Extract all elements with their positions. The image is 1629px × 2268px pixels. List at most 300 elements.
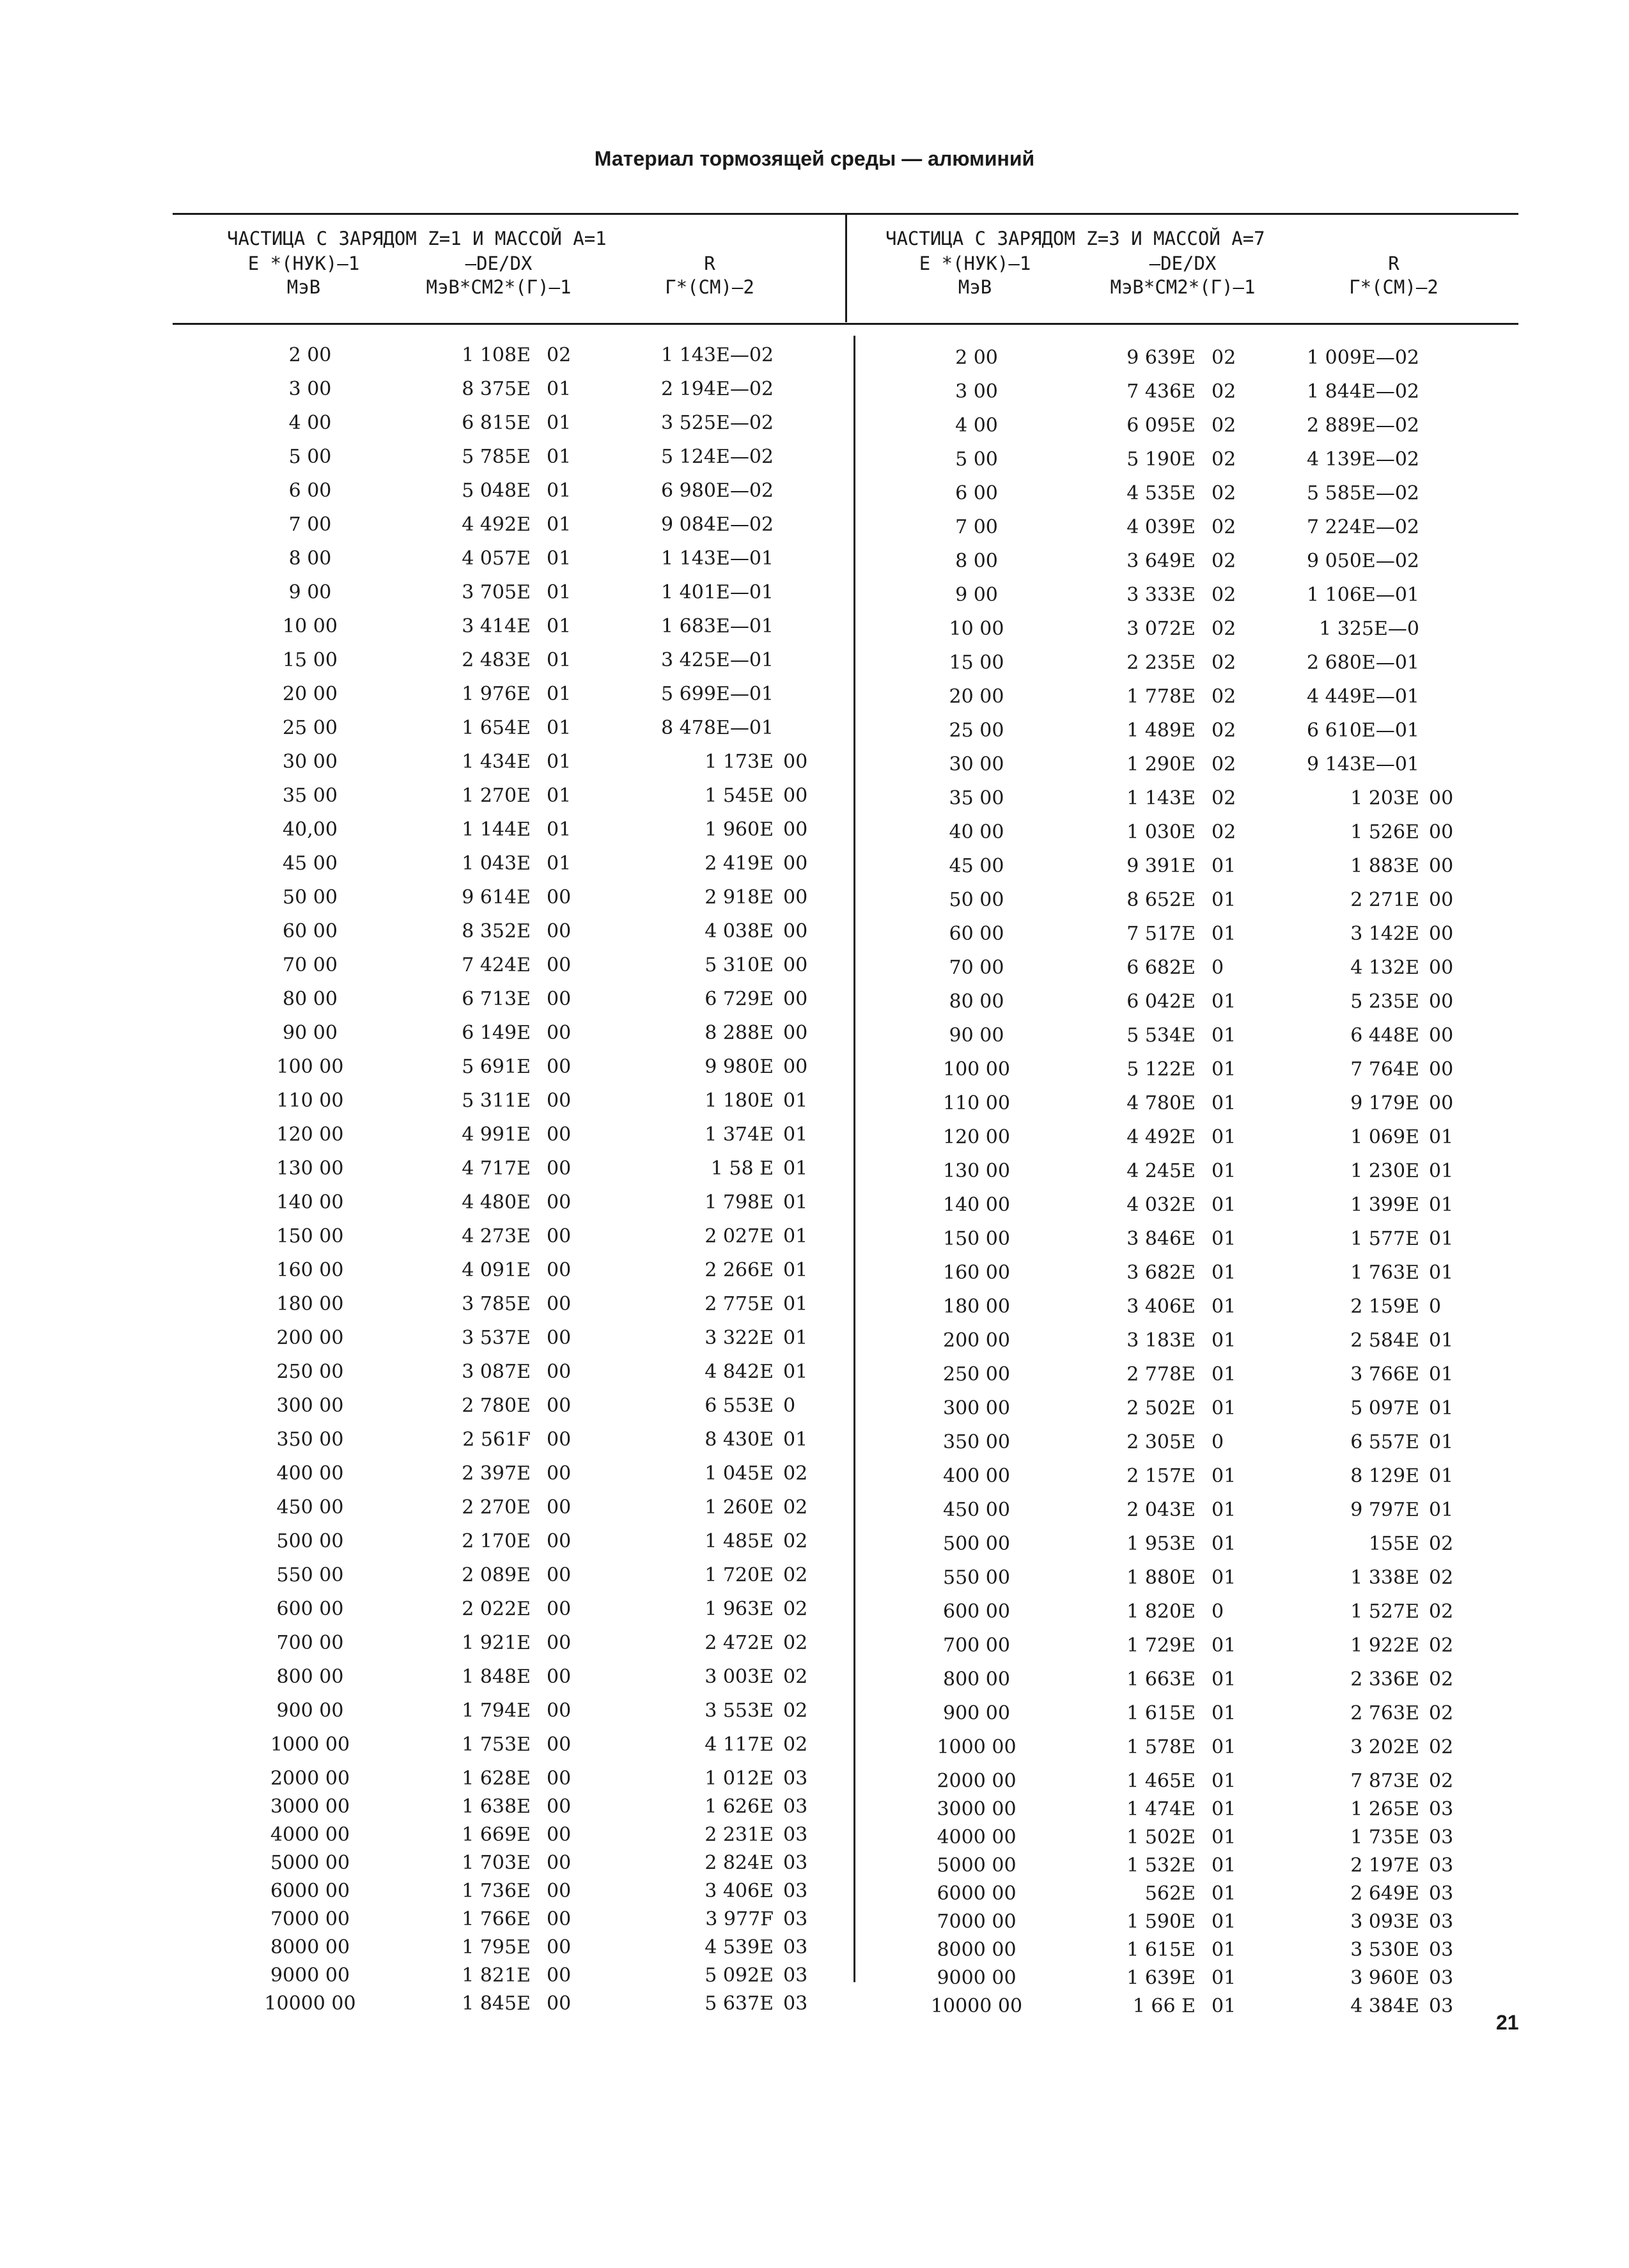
stopping-mantissa-cell: 6 713E — [462, 988, 531, 1010]
energy-cell: 3000 00 — [937, 1798, 1017, 1820]
energy-cell: 7000 00 — [937, 1911, 1017, 1933]
range-exponent-cell: 01 — [783, 1225, 808, 1247]
stopping-mantissa-cell: 1 628E — [462, 1767, 531, 1790]
range-mantissa-cell: 3 977F — [705, 1908, 774, 1930]
energy-cell: 90 00 — [283, 1022, 338, 1044]
stopping-mantissa-cell: 4 717E — [462, 1157, 531, 1180]
table-row — [0, 1533, 1629, 1561]
energy-cell: 6000 00 — [270, 1880, 350, 1902]
stopping-mantissa-cell: 2 022E — [462, 1598, 531, 1620]
stopping-mantissa-cell: 2 780E — [462, 1395, 531, 1417]
stopping-exponent-cell: 01 — [1212, 990, 1236, 1013]
energy-cell: 500 00 — [943, 1533, 1010, 1555]
right-header-particle: ЧАСТИЦА С ЗАРЯДОМ Z=3 И МАССОЙ A=7 — [885, 228, 1265, 249]
stopping-mantissa-cell: 1 434E — [462, 751, 531, 773]
range-exponent-cell: 01 — [1429, 1194, 1454, 1216]
range-mantissa-cell: 3 202E — [1350, 1736, 1419, 1758]
right-header-stopping: —DE/DX — [1149, 253, 1217, 274]
energy-cell: 100 00 — [943, 1058, 1010, 1081]
stopping-exponent-cell: 02 — [1212, 380, 1236, 403]
range-mantissa-cell: 1 58 E — [710, 1157, 774, 1180]
energy-cell: 110 00 — [943, 1092, 1010, 1114]
range-exponent-cell: 00 — [783, 988, 808, 1010]
range-mantissa-cell: 1 844E—02 — [1307, 380, 1419, 403]
range-mantissa-cell: 1 763E — [1350, 1262, 1419, 1284]
energy-cell: 110 00 — [276, 1090, 344, 1112]
stopping-exponent-cell: 01 — [547, 378, 572, 400]
stopping-exponent-cell: 01 — [1212, 889, 1236, 911]
energy-cell: 250 00 — [943, 1363, 1010, 1386]
table-row — [0, 685, 1629, 714]
range-exponent-cell: 02 — [1429, 1736, 1454, 1758]
range-mantissa-cell: 3 530E — [1350, 1939, 1419, 1961]
energy-cell: 15 00 — [949, 652, 1004, 674]
table-row — [0, 1798, 1629, 1826]
stopping-exponent-cell: 01 — [547, 581, 572, 604]
range-exponent-cell: 03 — [1429, 1882, 1454, 1905]
range-exponent-cell: 03 — [1429, 1826, 1454, 1849]
header-bottom-rule — [173, 323, 1518, 325]
range-mantissa-cell: 2 197E — [1350, 1854, 1419, 1877]
range-mantissa-cell: 2 763E — [1350, 1702, 1419, 1724]
range-exponent-cell: 02 — [1429, 1533, 1454, 1555]
range-mantissa-cell: 1 045E — [705, 1462, 774, 1485]
stopping-mantissa-cell: 1 615E — [1126, 1702, 1196, 1724]
range-exponent-cell: 01 — [783, 1361, 808, 1383]
range-mantissa-cell: 1 338E — [1350, 1567, 1419, 1589]
energy-cell: 10000 00 — [264, 1992, 356, 2015]
energy-cell: 10000 00 — [930, 1995, 1023, 2017]
range-mantissa-cell: 2 194E—02 — [661, 378, 774, 400]
range-exponent-cell: 00 — [1429, 1024, 1454, 1047]
stopping-exponent-cell: 01 — [1212, 923, 1236, 945]
stopping-exponent-cell: 00 — [547, 1496, 572, 1519]
table-row — [0, 1262, 1629, 1290]
range-mantissa-cell: 1 485E — [705, 1530, 774, 1552]
table-row — [0, 380, 1629, 409]
table-row — [0, 1024, 1629, 1052]
stopping-mantissa-cell: 2 043E — [1126, 1499, 1196, 1521]
range-exponent-cell: 03 — [783, 1852, 808, 1874]
range-exponent-cell: 03 — [783, 1992, 808, 2015]
range-mantissa-cell: 2 231E — [705, 1824, 774, 1846]
stopping-exponent-cell: 02 — [1212, 719, 1236, 742]
right-header-range: R — [1388, 253, 1399, 274]
table-row — [0, 1499, 1629, 1527]
stopping-mantissa-cell: 4 535E — [1126, 482, 1196, 504]
stopping-exponent-cell: 02 — [1212, 414, 1236, 437]
range-exponent-cell: 02 — [783, 1632, 808, 1654]
stopping-exponent-cell: 02 — [1212, 652, 1236, 674]
range-mantissa-cell: 2 336E — [1350, 1668, 1419, 1691]
table-row — [0, 1295, 1629, 1324]
stopping-mantissa-cell: 6 815E — [462, 412, 531, 434]
stopping-mantissa-cell: 1 848E — [462, 1666, 531, 1688]
stopping-exponent-cell: 00 — [547, 954, 572, 976]
stopping-exponent-cell: 01 — [1212, 1882, 1236, 1905]
table-row — [0, 550, 1629, 578]
stopping-mantissa-cell: 3 183E — [1126, 1329, 1196, 1352]
table-row — [0, 584, 1629, 612]
stopping-mantissa-cell: 9 639E — [1126, 347, 1196, 369]
range-exponent-cell: 03 — [1429, 1911, 1454, 1933]
energy-cell: 8000 00 — [270, 1936, 350, 1959]
energy-cell: 3 00 — [288, 378, 332, 400]
stopping-mantissa-cell: 4 492E — [462, 513, 531, 536]
stopping-mantissa-cell: 6 149E — [462, 1022, 531, 1044]
range-mantissa-cell: 6 448E — [1350, 1024, 1419, 1047]
range-mantissa-cell: 2 680E—01 — [1307, 652, 1419, 674]
stopping-exponent-cell: 0 — [1212, 957, 1224, 979]
stopping-exponent-cell: 02 — [1212, 584, 1236, 606]
range-exponent-cell: 00 — [783, 1022, 808, 1044]
energy-cell: 2000 00 — [270, 1767, 350, 1790]
range-mantissa-cell: 1 922E — [1350, 1634, 1419, 1657]
range-exponent-cell: 00 — [783, 886, 808, 909]
range-mantissa-cell: 2 271E — [1350, 889, 1419, 911]
range-mantissa-cell: 3 406E — [705, 1880, 774, 1902]
stopping-mantissa-cell: 1 270E — [462, 785, 531, 807]
range-exponent-cell: 0 — [783, 1395, 796, 1417]
energy-cell: 35 00 — [949, 787, 1004, 809]
stopping-exponent-cell: 01 — [1212, 1770, 1236, 1792]
stopping-exponent-cell: 02 — [1212, 618, 1236, 640]
range-exponent-cell: 03 — [783, 1936, 808, 1959]
range-mantissa-cell: 5 310E — [705, 954, 774, 976]
range-mantissa-cell: 2 266E — [705, 1259, 774, 1281]
energy-cell: 8 00 — [955, 550, 998, 572]
stopping-mantissa-cell: 2 778E — [1126, 1363, 1196, 1386]
stopping-exponent-cell: 01 — [1212, 1533, 1236, 1555]
range-exponent-cell: 02 — [783, 1733, 808, 1756]
table-row — [0, 923, 1629, 951]
stopping-exponent-cell: 01 — [547, 446, 572, 468]
energy-cell: 8000 00 — [937, 1939, 1017, 1961]
range-exponent-cell: 03 — [783, 1880, 808, 1902]
energy-cell: 900 00 — [943, 1702, 1010, 1724]
stopping-exponent-cell: 01 — [1212, 1363, 1236, 1386]
range-exponent-cell: 02 — [1429, 1770, 1454, 1792]
table-row — [0, 889, 1629, 917]
stopping-mantissa-cell: 3 087E — [462, 1361, 531, 1383]
energy-cell: 4 00 — [288, 412, 332, 434]
stopping-exponent-cell: 00 — [547, 1293, 572, 1315]
range-exponent-cell: 01 — [1429, 1465, 1454, 1487]
range-mantissa-cell: 1 526E — [1350, 821, 1419, 843]
table-row — [0, 1770, 1629, 1798]
stopping-mantissa-cell: 3 705E — [462, 581, 531, 604]
stopping-exponent-cell: 02 — [1212, 448, 1236, 471]
stopping-exponent-cell: 00 — [547, 1767, 572, 1790]
range-exponent-cell: 02 — [1429, 1702, 1454, 1724]
range-mantissa-cell: 9 980E — [705, 1056, 774, 1078]
stopping-exponent-cell: 00 — [547, 1632, 572, 1654]
energy-cell: 4000 00 — [270, 1824, 350, 1846]
energy-cell: 700 00 — [276, 1632, 344, 1654]
stopping-mantissa-cell: 1 502E — [1126, 1826, 1196, 1849]
left-header-range: R — [704, 253, 715, 274]
range-exponent-cell: 01 — [783, 1123, 808, 1146]
stopping-exponent-cell: 01 — [547, 480, 572, 502]
header-divider — [845, 215, 847, 322]
energy-cell: 450 00 — [276, 1496, 344, 1519]
range-exponent-cell: 00 — [1429, 1092, 1454, 1114]
stopping-mantissa-cell: 1 654E — [462, 717, 531, 739]
left-header-energy: E *(НУК)—1 — [247, 253, 360, 274]
energy-cell: 20 00 — [283, 683, 338, 705]
energy-cell: 5 00 — [955, 448, 998, 471]
stopping-exponent-cell: 00 — [547, 1259, 572, 1281]
energy-cell: 30 00 — [283, 751, 338, 773]
stopping-exponent-cell: 00 — [547, 1191, 572, 1214]
table-row — [0, 448, 1629, 476]
energy-cell: 8 00 — [288, 547, 332, 570]
stopping-exponent-cell: 02 — [1212, 753, 1236, 776]
stopping-exponent-cell: 01 — [1212, 1262, 1236, 1284]
energy-cell: 70 00 — [283, 954, 338, 976]
stopping-exponent-cell: 01 — [1212, 1939, 1236, 1961]
energy-cell: 10 00 — [949, 618, 1004, 640]
stopping-mantissa-cell: 4 057E — [462, 547, 531, 570]
range-mantissa-cell: 9 797E — [1350, 1499, 1419, 1521]
stopping-mantissa-cell: 1 290E — [1126, 753, 1196, 776]
stopping-exponent-cell: 00 — [547, 1361, 572, 1383]
range-exponent-cell: 02 — [783, 1700, 808, 1722]
stopping-exponent-cell: 01 — [547, 649, 572, 671]
energy-cell: 450 00 — [943, 1499, 1010, 1521]
range-mantissa-cell: 7 764E — [1350, 1058, 1419, 1081]
energy-cell: 90 00 — [949, 1024, 1004, 1047]
range-mantissa-cell: 1 012E — [705, 1767, 774, 1790]
energy-cell: 50 00 — [949, 889, 1004, 911]
stopping-mantissa-cell: 1 578E — [1126, 1736, 1196, 1758]
range-mantissa-cell: 2 584E — [1350, 1329, 1419, 1352]
energy-cell: 6 00 — [955, 482, 998, 504]
energy-cell: 7000 00 — [270, 1908, 350, 1930]
range-mantissa-cell: 3 425E—01 — [661, 649, 774, 671]
stopping-mantissa-cell: 1 976E — [462, 683, 531, 705]
energy-cell: 15 00 — [283, 649, 338, 671]
stopping-exponent-cell: 01 — [547, 818, 572, 841]
range-mantissa-cell: 1 325E—0 — [1319, 618, 1419, 640]
range-exponent-cell: 02 — [1429, 1668, 1454, 1691]
stopping-mantissa-cell: 8 652E — [1126, 889, 1196, 911]
energy-cell: 9000 00 — [270, 1964, 350, 1987]
energy-cell: 600 00 — [943, 1600, 1010, 1623]
stopping-exponent-cell: 00 — [547, 920, 572, 942]
stopping-mantissa-cell: 1 532E — [1126, 1854, 1196, 1877]
range-mantissa-cell: 8 430E — [705, 1428, 774, 1451]
range-mantissa-cell: 3 142E — [1350, 923, 1419, 945]
stopping-mantissa-cell: 1 821E — [462, 1964, 531, 1987]
stopping-mantissa-cell: 7 436E — [1126, 380, 1196, 403]
range-mantissa-cell: 4 842E — [705, 1361, 774, 1383]
range-mantissa-cell: 9 143E—01 — [1307, 753, 1419, 776]
stopping-exponent-cell: 00 — [547, 1123, 572, 1146]
stopping-exponent-cell: 02 — [1212, 516, 1236, 538]
range-mantissa-cell: 2 775E — [705, 1293, 774, 1315]
right-header-energy-unit: МэВ — [958, 276, 992, 298]
stopping-exponent-cell: 00 — [547, 1530, 572, 1552]
range-mantissa-cell: 2 918E — [705, 886, 774, 909]
energy-cell: 25 00 — [283, 717, 338, 739]
range-mantissa-cell: 1 545E — [705, 785, 774, 807]
stopping-mantissa-cell: 5 048E — [462, 480, 531, 502]
energy-cell: 2 00 — [288, 344, 332, 366]
left-header-range-unit: Г*(СМ)—2 — [665, 276, 754, 298]
range-mantissa-cell: 1 798E — [705, 1191, 774, 1214]
stopping-mantissa-cell: 6 682E — [1126, 957, 1196, 979]
range-exponent-cell: 02 — [783, 1598, 808, 1620]
range-exponent-cell: 01 — [1429, 1499, 1454, 1521]
stopping-mantissa-cell: 2 397E — [462, 1462, 531, 1485]
stopping-exponent-cell: 00 — [547, 1733, 572, 1756]
energy-cell: 130 00 — [276, 1157, 344, 1180]
range-mantissa-cell: 9 084E—02 — [661, 513, 774, 536]
range-mantissa-cell: 4 139E—02 — [1307, 448, 1419, 471]
stopping-exponent-cell: 01 — [1212, 1058, 1236, 1081]
range-exponent-cell: 00 — [1429, 889, 1454, 911]
table-row — [0, 821, 1629, 849]
stopping-mantissa-cell: 3 846E — [1126, 1228, 1196, 1250]
energy-cell: 20 00 — [949, 685, 1004, 708]
energy-cell: 45 00 — [283, 852, 338, 875]
left-header-stopping: —DE/DX — [465, 253, 533, 274]
stopping-mantissa-cell: 1 778E — [1126, 685, 1196, 708]
table-row — [0, 1160, 1629, 1188]
range-mantissa-cell: 4 449E—01 — [1307, 685, 1419, 708]
stopping-mantissa-cell: 2 089E — [462, 1564, 531, 1586]
range-mantissa-cell: 1 173E — [705, 751, 774, 773]
energy-cell: 600 00 — [276, 1598, 344, 1620]
stopping-exponent-cell: 01 — [1212, 1854, 1236, 1877]
range-exponent-cell: 00 — [783, 785, 808, 807]
range-mantissa-cell: 1 401E—01 — [661, 581, 774, 604]
stopping-exponent-cell: 00 — [547, 1598, 572, 1620]
range-mantissa-cell: 7 873E — [1350, 1770, 1419, 1792]
range-exponent-cell: 00 — [1429, 923, 1454, 945]
energy-cell: 4000 00 — [937, 1826, 1017, 1849]
stopping-exponent-cell: 01 — [1212, 1826, 1236, 1849]
range-exponent-cell: 03 — [783, 1767, 808, 1790]
range-mantissa-cell: 2 824E — [705, 1852, 774, 1874]
table-row — [0, 1329, 1629, 1357]
stopping-mantissa-cell: 2 502E — [1126, 1397, 1196, 1419]
range-mantissa-cell: 6 729E — [705, 988, 774, 1010]
stopping-exponent-cell: 00 — [547, 1880, 572, 1902]
range-mantissa-cell: 2 419E — [705, 852, 774, 875]
stopping-mantissa-cell: 1 663E — [1126, 1668, 1196, 1691]
energy-cell: 150 00 — [943, 1228, 1010, 1250]
range-exponent-cell: 03 — [783, 1824, 808, 1846]
energy-cell: 250 00 — [276, 1361, 344, 1383]
stopping-exponent-cell: 02 — [1212, 787, 1236, 809]
stopping-exponent-cell: 00 — [547, 1462, 572, 1485]
range-mantissa-cell: 2 472E — [705, 1632, 774, 1654]
range-exponent-cell: 03 — [1429, 1967, 1454, 1989]
table-row — [0, 1126, 1629, 1154]
range-mantissa-cell: 3 960E — [1350, 1967, 1419, 1989]
range-mantissa-cell: 4 539E — [705, 1936, 774, 1959]
range-exponent-cell: 03 — [783, 1964, 808, 1987]
range-exponent-cell: 03 — [783, 1908, 808, 1930]
stopping-mantissa-cell: 1 030E — [1126, 821, 1196, 843]
energy-cell: 500 00 — [276, 1530, 344, 1552]
stopping-mantissa-cell: 4 039E — [1126, 516, 1196, 538]
range-exponent-cell: 00 — [783, 920, 808, 942]
stopping-mantissa-cell: 5 190E — [1126, 448, 1196, 471]
stopping-exponent-cell: 00 — [547, 1700, 572, 1722]
range-mantissa-cell: 5 124E—02 — [661, 446, 774, 468]
stopping-mantissa-cell: 1 638E — [462, 1795, 531, 1818]
stopping-exponent-cell: 00 — [547, 1056, 572, 1078]
stopping-mantissa-cell: 1 474E — [1126, 1798, 1196, 1820]
stopping-mantissa-cell: 3 072E — [1126, 618, 1196, 640]
energy-cell: 550 00 — [943, 1567, 1010, 1589]
stopping-mantissa-cell: 1 880E — [1126, 1567, 1196, 1589]
stopping-exponent-cell: 01 — [547, 683, 572, 705]
table-row — [0, 1668, 1629, 1696]
range-mantissa-cell: 1 963E — [705, 1598, 774, 1620]
range-mantissa-cell: 2 027E — [705, 1225, 774, 1247]
stopping-exponent-cell: 00 — [547, 1795, 572, 1818]
stopping-exponent-cell: 01 — [1212, 1465, 1236, 1487]
range-exponent-cell: 02 — [1429, 1600, 1454, 1623]
stopping-exponent-cell: 01 — [1212, 1126, 1236, 1148]
stopping-mantissa-cell: 6 095E — [1126, 414, 1196, 437]
stopping-exponent-cell: 00 — [547, 886, 572, 909]
table-row — [0, 1911, 1629, 1939]
stopping-mantissa-cell: 1 795E — [462, 1936, 531, 1959]
stopping-exponent-cell: 00 — [547, 1852, 572, 1874]
table-row — [0, 1967, 1629, 1995]
stopping-mantissa-cell: 1 489E — [1126, 719, 1196, 742]
energy-cell: 300 00 — [276, 1395, 344, 1417]
stopping-mantissa-cell: 1 736E — [462, 1880, 531, 1902]
range-mantissa-cell: 1 399E — [1350, 1194, 1419, 1216]
table-row — [0, 1363, 1629, 1391]
stopping-mantissa-cell: 3 406E — [1126, 1295, 1196, 1318]
range-exponent-cell: 01 — [1429, 1397, 1454, 1419]
energy-cell: 180 00 — [276, 1293, 344, 1315]
range-mantissa-cell: 1 180E — [705, 1090, 774, 1112]
range-exponent-cell: 01 — [1429, 1262, 1454, 1284]
range-exponent-cell: 01 — [783, 1090, 808, 1112]
energy-cell: 400 00 — [276, 1462, 344, 1485]
table-row — [0, 516, 1629, 544]
range-mantissa-cell: 3 003E — [705, 1666, 774, 1688]
stopping-mantissa-cell: 2 561F — [462, 1428, 531, 1451]
range-mantissa-cell: 6 553E — [705, 1395, 774, 1417]
table-row — [0, 1854, 1629, 1882]
range-mantissa-cell: 5 585E—02 — [1307, 482, 1419, 504]
stopping-mantissa-cell: 1 953E — [1126, 1533, 1196, 1555]
energy-cell: 100 00 — [276, 1056, 344, 1078]
stopping-mantissa-cell: 3 537E — [462, 1327, 531, 1349]
left-header-stopping-unit: МэВ*СМ2*(Г)—1 — [426, 276, 572, 298]
stopping-exponent-cell: 02 — [1212, 482, 1236, 504]
table-row — [0, 1567, 1629, 1595]
energy-cell: 2 00 — [955, 347, 998, 369]
energy-cell: 550 00 — [276, 1564, 344, 1586]
energy-cell: 70 00 — [949, 957, 1004, 979]
range-mantissa-cell: 3 766E — [1350, 1363, 1419, 1386]
range-exponent-cell: 01 — [1429, 1363, 1454, 1386]
range-mantissa-cell: 8 129E — [1350, 1465, 1419, 1487]
range-mantissa-cell: 6 557E — [1350, 1431, 1419, 1453]
range-exponent-cell: 02 — [783, 1666, 808, 1688]
energy-cell: 900 00 — [276, 1700, 344, 1722]
